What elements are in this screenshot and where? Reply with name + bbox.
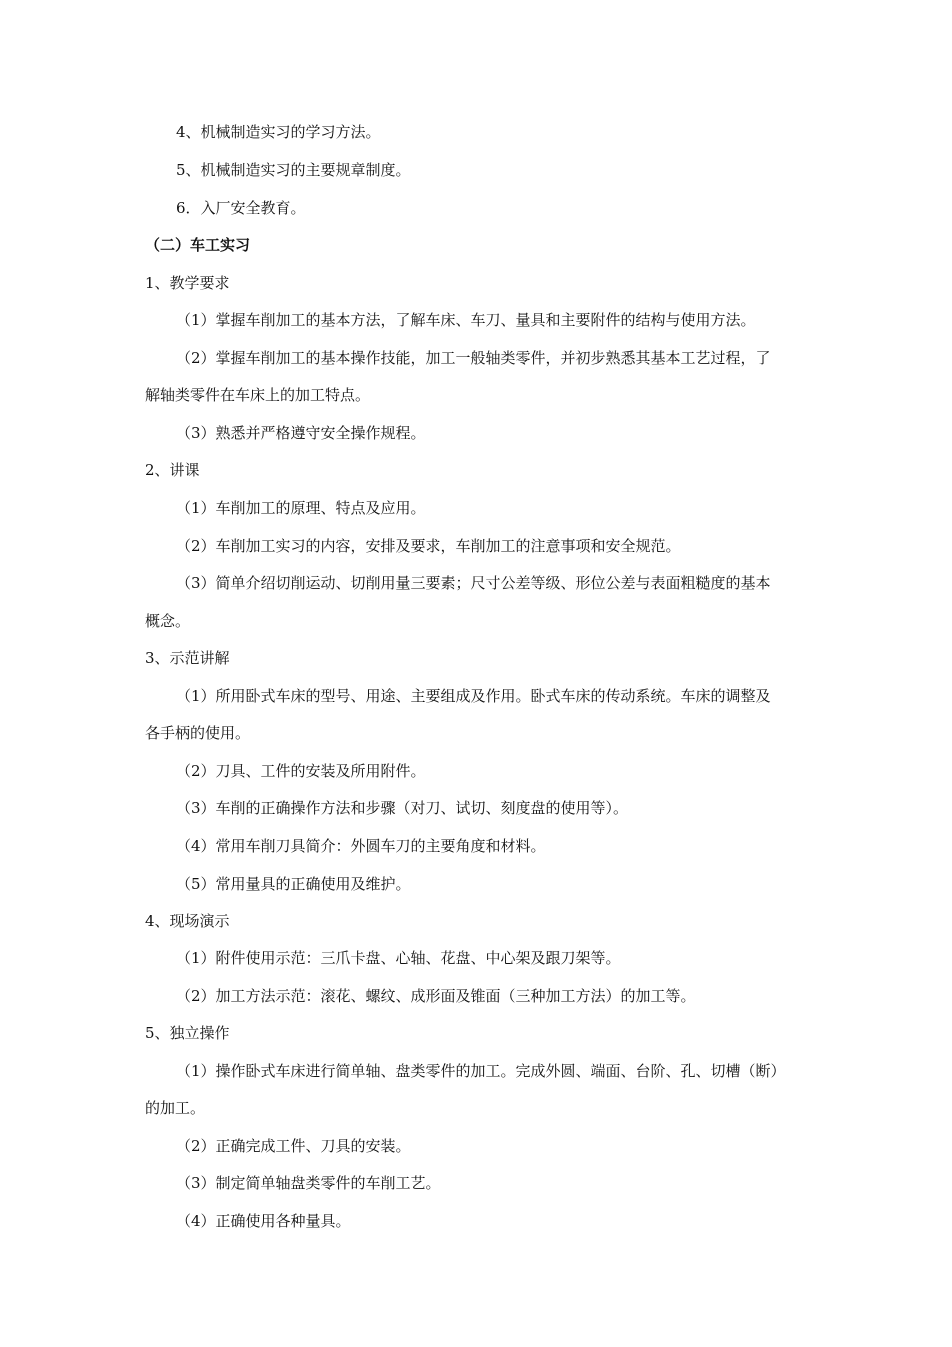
paragraph-continuation: 概念。	[145, 612, 191, 630]
list-item: 6．入厂安全教育。	[176, 199, 306, 217]
paragraph: （4）正确使用各种量具。	[176, 1212, 351, 1230]
paragraph-continuation: 解轴类零件在车床上的加工特点。	[145, 386, 371, 404]
list-item: 5、机械制造实习的主要规章制度。	[176, 161, 411, 179]
paragraph: （3）制定简单轴盘类零件的车削工艺。	[176, 1174, 441, 1192]
paragraph: （3）熟悉并严格遵守安全操作规程。	[176, 424, 426, 442]
paragraph: （2）刀具、工件的安装及所用附件。	[176, 762, 426, 780]
paragraph-continuation: 的加工。	[145, 1099, 206, 1117]
paragraph: （1）掌握车削加工的基本方法，了解车床、车刀、量具和主要附件的结构与使用方法。	[176, 311, 756, 329]
subsection-heading: 4、现场演示	[145, 912, 230, 930]
subsection-heading: 1、教学要求	[145, 274, 230, 292]
subsection-heading: 5、独立操作	[145, 1024, 230, 1042]
paragraph-continuation: 各手柄的使用。	[145, 724, 251, 742]
subsection-heading: 2、讲课	[145, 461, 200, 479]
paragraph: （3）简单介绍切削运动、切削用量三要素；尺寸公差等级、形位公差与表面粗糙度的基本	[176, 574, 771, 592]
paragraph: （2）正确完成工件、刀具的安装。	[176, 1137, 411, 1155]
paragraph: （1）车削加工的原理、特点及应用。	[176, 499, 426, 517]
paragraph: （4）常用车削刀具简介：外圆车刀的主要角度和材料。	[176, 837, 546, 855]
paragraph: （1）附件使用示范：三爪卡盘、心轴、花盘、中心架及跟刀架等。	[176, 949, 621, 967]
paragraph: （1）操作卧式车床进行简单轴、盘类零件的加工。完成外圆、端面、台阶、孔、切槽（断）	[176, 1062, 786, 1080]
paragraph: （5）常用量具的正确使用及维护。	[176, 875, 411, 893]
section-heading: （二）车工实习	[145, 236, 251, 254]
paragraph: （2）车削加工实习的内容，安排及要求，车削加工的注意事项和安全规范。	[176, 537, 681, 555]
paragraph: （1）所用卧式车床的型号、用途、主要组成及作用。卧式车床的传动系统。车床的调整及	[176, 687, 771, 705]
paragraph: （2）加工方法示范：滚花、螺纹、成形面及锥面（三种加工方法）的加工等。	[176, 987, 696, 1005]
paragraph: （3）车削的正确操作方法和步骤（对刀、试切、刻度盘的使用等）。	[176, 799, 629, 817]
subsection-heading: 3、示范讲解	[145, 649, 230, 667]
list-item: 4、机械制造实习的学习方法。	[176, 123, 381, 141]
paragraph: （2）掌握车削加工的基本操作技能，加工一般轴类零件，并初步熟悉其基本工艺过程，了	[176, 349, 771, 367]
